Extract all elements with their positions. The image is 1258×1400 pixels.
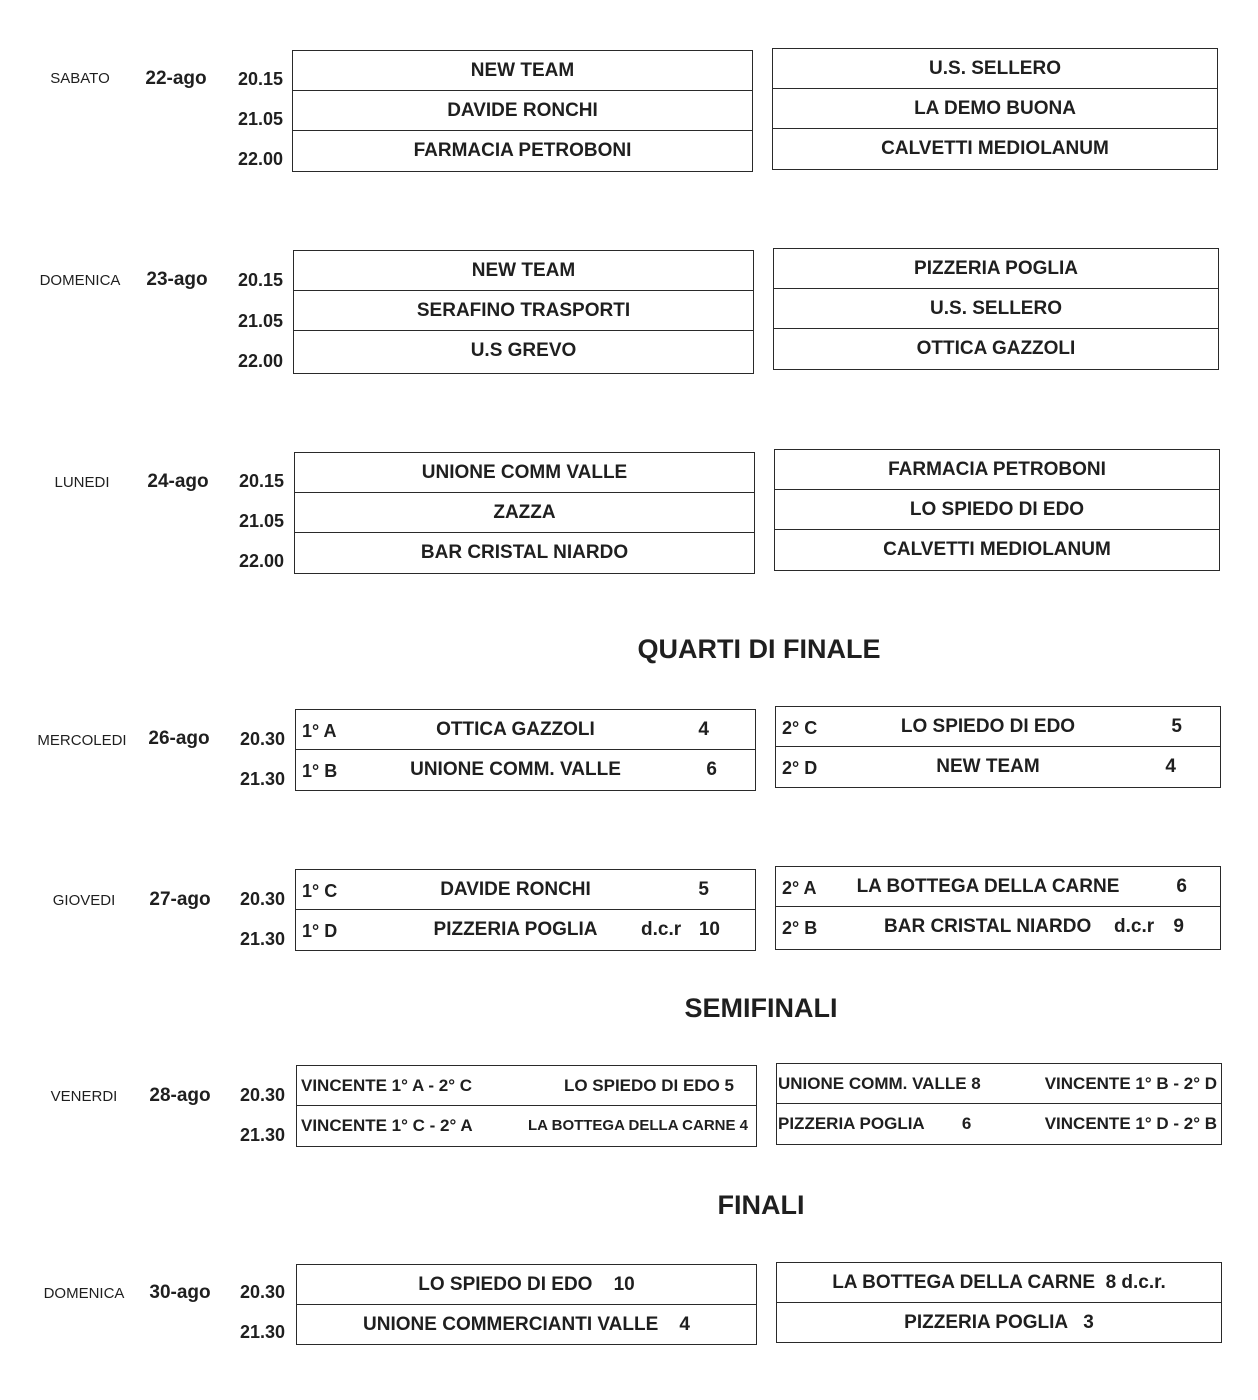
match-box-right [775, 706, 1221, 788]
team-name: OTTICA GAZZOLI [916, 338, 1076, 359]
match-result: PIZZERIA POGLIA 6 [778, 1114, 972, 1133]
team-name: LA BOTTEGA DELLA CARNE [856, 876, 1120, 897]
score: 6 [1176, 876, 1187, 897]
day-label: SABATO [50, 70, 110, 87]
team-name: FARMACIA PETROBONI [413, 140, 632, 161]
score: 9 [1173, 916, 1184, 937]
time-label: 21.30 [239, 769, 285, 789]
final-result: LO SPIEDO DI EDO 10 [418, 1274, 635, 1295]
time-label: 21.05 [237, 311, 283, 331]
time-label: 21.30 [239, 929, 285, 949]
team-name: LO SPIEDO DI EDO [900, 716, 1076, 737]
match-row [296, 750, 755, 790]
match-row [776, 747, 1220, 787]
day-label: GIOVEDI [52, 892, 116, 909]
group-position: 2° B [782, 918, 818, 938]
match-row [774, 249, 1218, 289]
match-row [777, 1064, 1221, 1104]
match-box-left [295, 869, 756, 951]
penalty-note: d.c.r [1114, 916, 1155, 937]
team-name: ZAZZA [493, 502, 556, 523]
final-result: LA BOTTEGA DELLA CARNE 8 d.c.r. [832, 1272, 1166, 1293]
section-title: QUARTI DI FINALE [637, 634, 881, 664]
match-row [293, 131, 752, 171]
match-row [297, 1265, 756, 1305]
time-label: 20.15 [237, 69, 283, 89]
time-label: 21.30 [239, 1322, 285, 1342]
match-box-right [774, 449, 1220, 571]
date-label: 23-ago [146, 269, 208, 290]
time-label: 20.30 [239, 729, 285, 749]
team-name: DAVIDE RONCHI [447, 100, 598, 121]
match-row [776, 707, 1220, 747]
score: 4 [698, 719, 709, 740]
time-label: 20.15 [237, 270, 283, 290]
team-name: SERAFINO TRASPORTI [416, 300, 631, 321]
match-row [294, 251, 753, 291]
time-label: 20.15 [238, 471, 284, 491]
group-position: 2° D [782, 758, 818, 778]
match-row [777, 1303, 1221, 1343]
team-name: FARMACIA PETROBONI [888, 459, 1106, 480]
match-row [775, 450, 1219, 490]
team-name: DAVIDE RONCHI [440, 879, 591, 900]
group-position: 1° A [302, 721, 337, 741]
qualifier-label: VINCENTE 1° B - 2° D [1044, 1074, 1217, 1093]
match-row [294, 331, 753, 371]
team-name: PIZZERIA POGLIA [914, 258, 1078, 279]
match-row [294, 291, 753, 331]
section-title: FINALI [717, 1190, 805, 1220]
team-name: U.S. SELLERO [929, 58, 1061, 79]
match-row [293, 91, 752, 131]
match-box-left [294, 452, 755, 574]
score: 6 [706, 759, 717, 780]
team-name: CALVETTI MEDIOLANUM [883, 539, 1111, 560]
group-position: 1° C [302, 881, 338, 901]
team-name: OTTICA GAZZOLI [436, 719, 595, 740]
match-row [776, 867, 1220, 907]
date-label: 30-ago [149, 1282, 211, 1303]
match-row [295, 493, 754, 533]
score: 10 [698, 919, 720, 940]
match-box-right [776, 1063, 1222, 1145]
qualifier-label: VINCENTE 1° D - 2° B [1044, 1114, 1217, 1133]
group-position: 1° D [302, 921, 338, 941]
match-row [773, 89, 1217, 129]
team-name: NEW TEAM [936, 756, 1040, 777]
qualifier-label: VINCENTE 1° C - 2° A [301, 1116, 473, 1135]
section-title: SEMIFINALI [684, 993, 838, 1023]
date-label: 27-ago [149, 889, 211, 910]
day-label: VENERDI [50, 1088, 118, 1105]
match-row [774, 289, 1218, 329]
date-label: 28-ago [149, 1085, 211, 1106]
day-label: MERCOLEDI [37, 732, 127, 749]
team-name: PIZZERIA POGLIA [433, 919, 598, 940]
match-box-left [292, 50, 753, 172]
match-row [774, 329, 1218, 369]
match-row [777, 1263, 1221, 1303]
match-row [293, 51, 752, 91]
team-name: BAR CRISTAL NIARDO [884, 916, 1092, 937]
match-box-right [772, 48, 1218, 170]
match-box-left [295, 709, 756, 791]
team-name: LO SPIEDO DI EDO [909, 499, 1085, 520]
match-row [773, 129, 1217, 169]
team-name: UNIONE COMM VALLE [421, 462, 628, 483]
match-box-right [776, 1262, 1222, 1343]
match-row [776, 907, 1220, 947]
time-label: 21.05 [237, 109, 283, 129]
team-name: UNIONE COMM. VALLE [410, 759, 621, 780]
match-box-left [296, 1264, 757, 1345]
match-row [296, 910, 755, 950]
match-row [775, 490, 1219, 530]
group-position: 2° A [782, 878, 817, 898]
day-label: DOMENICA [43, 1285, 125, 1302]
match-box-left [296, 1065, 757, 1147]
match-row [777, 1104, 1221, 1144]
time-label: 20.30 [239, 889, 285, 909]
match-box-right [773, 248, 1219, 370]
date-label: 24-ago [147, 471, 209, 492]
team-name: NEW TEAM [470, 60, 575, 81]
team-name: NEW TEAM [471, 260, 576, 281]
match-result: UNIONE COMM. VALLE 8 [778, 1074, 981, 1093]
match-row [297, 1066, 756, 1106]
team-name: CALVETTI MEDIOLANUM [881, 138, 1109, 159]
qualifier-label: VINCENTE 1° A - 2° C [301, 1076, 473, 1095]
team-name: BAR CRISTAL NIARDO [420, 542, 629, 563]
time-label: 20.30 [239, 1282, 285, 1302]
final-result: PIZZERIA POGLIA 3 [904, 1312, 1094, 1333]
match-row [295, 533, 754, 573]
day-label: DOMENICA [39, 272, 121, 289]
score: 5 [698, 879, 709, 900]
day-label: LUNEDI [54, 474, 110, 491]
match-result: LA BOTTEGA DELLA CARNE 4 [528, 1117, 748, 1134]
match-row [297, 1106, 756, 1146]
group-position: 1° B [302, 761, 338, 781]
time-label: 21.30 [239, 1125, 285, 1145]
final-result: UNIONE COMMERCIANTI VALLE 4 [363, 1314, 690, 1335]
match-row [297, 1305, 756, 1345]
time-label: 22.00 [237, 351, 283, 371]
match-row [773, 49, 1217, 89]
time-label: 21.05 [238, 511, 284, 531]
date-label: 26-ago [148, 728, 210, 749]
team-name: U.S. SELLERO [930, 298, 1062, 319]
match-row [295, 453, 754, 493]
group-position: 2° C [782, 718, 818, 738]
match-result: LO SPIEDO DI EDO 5 [563, 1076, 734, 1095]
team-name: U.S GREVO [470, 340, 577, 361]
match-box-right [775, 866, 1221, 950]
date-label: 22-ago [145, 68, 207, 89]
time-label: 22.00 [238, 551, 284, 571]
match-row [296, 710, 755, 750]
score: 5 [1171, 716, 1182, 737]
penalty-note: d.c.r [641, 919, 682, 940]
match-row [296, 870, 755, 910]
score: 4 [1165, 756, 1176, 777]
match-box-left [293, 250, 754, 374]
time-label: 20.30 [239, 1085, 285, 1105]
time-label: 22.00 [237, 149, 283, 169]
match-row [775, 530, 1219, 570]
team-name: LA DEMO BUONA [914, 98, 1076, 119]
